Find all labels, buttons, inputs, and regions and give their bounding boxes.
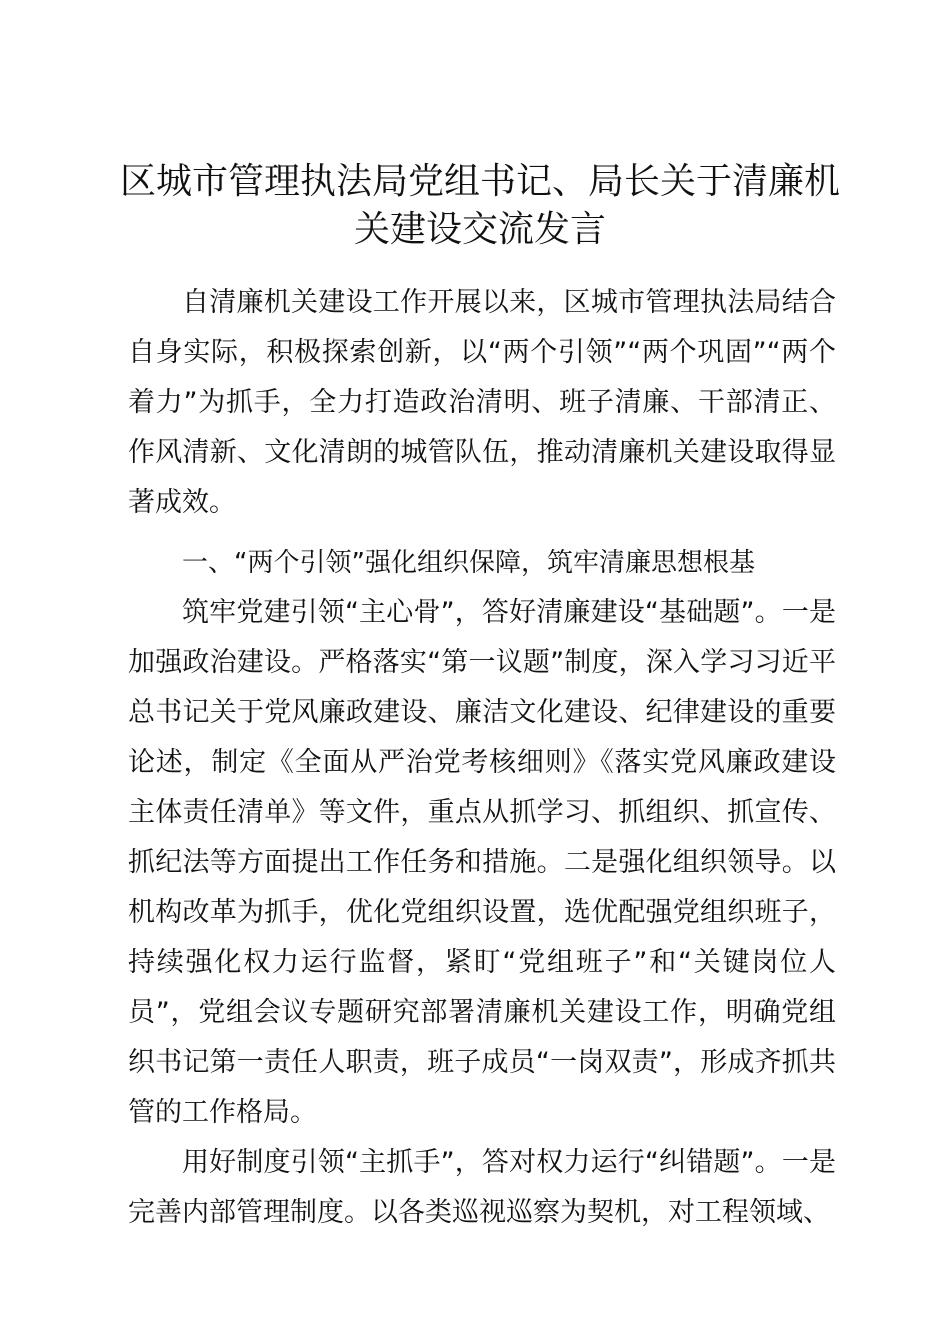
section-heading: 一、“两个引领”强化组织保障，筑牢清廉思想根基 — [182, 548, 755, 578]
body-paragraph: 筑牢党建引领“主心骨”，答好清廉建设“基础题”。一是加强政治建设。严格落实“第一议题”制度，深入学习习近平总书记关于党风廉政建设、廉洁文化建设、纪律建设的重要论述，制定《全面从严治党考核细则》《落实党风廉政建设主体责任清单》等文件，重点从抓学习、抓组织、抓宣传、抓纪法等方面提出工作任务和措施。二是强化组织领导。以机构改革为抓手，优化党组织设置，选优配强党组织班子，持续强化权力运行监督，紧盯“党组班子”和“关键岗位人员”，党组会议专题研究部署清廉机关建设工作，明确党组织书记第一责任人职责，班子成员“一岗双责”，形成齐抓共管的工作格局。 — [128, 597, 836, 1128]
document-title: 区城市管理执法局党组书记、局长关于清廉机关建设交流发言 — [119, 161, 840, 250]
body-paragraph: 用好制度引领“主抓手”，答对权力运行“纠错题”。一是完善内部管理制度。以各类巡视巡察为契机，对工程领域、 — [128, 1147, 836, 1228]
document-body — [128, 278, 836, 1238]
intro-paragraph: 自清廉机关建设工作开展以来，区城市管理执法局结合自身实际，积极探索创新，以“两个引领”“两个巩固”“两个着力”为抓手，全力打造政治清明、班子清廉、干部清正、作风清新、文化清朗的城管队伍，推动清廉机关建设取得显著成效。 — [128, 287, 836, 518]
